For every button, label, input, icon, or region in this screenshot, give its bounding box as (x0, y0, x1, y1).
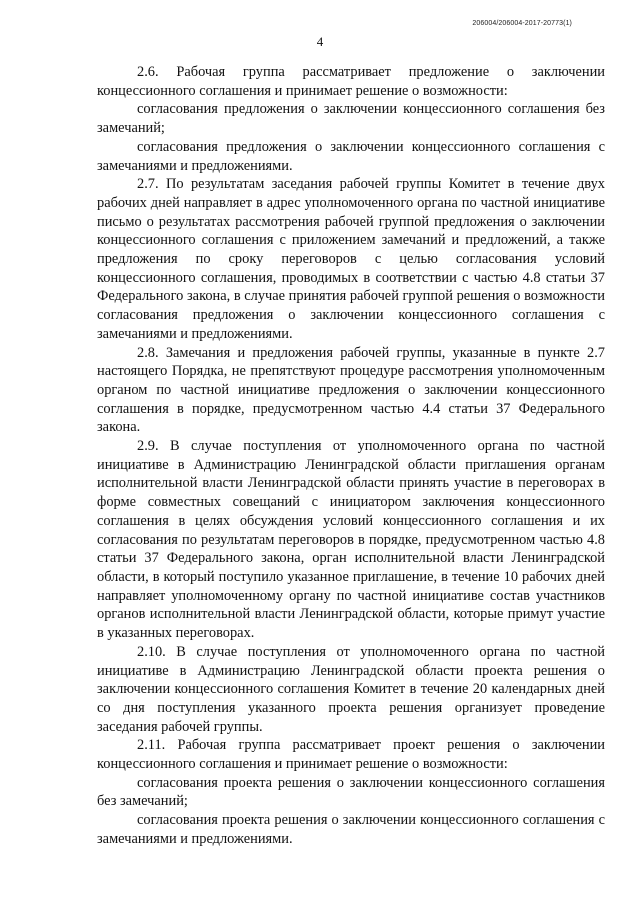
paragraph-2-8: 2.8. Замечания и предложения рабочей группы, указанные в пункте 2.7 настоящего Порядка, не препятствуют процедуре рассмотрения уполномоченным органом по частной инициативе предложения о заключении концессионного соглашения в порядке, предусмотренном частью 4.4 статьи 37 Федерального закона. (97, 344, 605, 436)
paragraph-2-9: 2.9. В случае поступления от уполномоченного органа по частной инициативе в Администрацию Ленинградской области приглашения органам исполнительной власти Ленинградской области принять участие в переговорах в форме совместных совещаний с инициатором заключения концессионного соглашения в целях обсуждения условий концессионного соглашения и их согласования по результатам переговоров в порядке, предусмотренном частью 4.8 статьи 37 Федерального закона, орган исполнительной власти Ленинградской области, в который поступило указанное приглашение, в течение 10 рабочих дней направляет уполномоченному органу по частной инициативе состав участников органов исполнительной власти Ленинградской области, которые примут участие в указанных переговорах. (97, 438, 605, 642)
paragraph-2-7: 2.7. По результатам заседания рабочей группы Комитет в течение двух рабочих дней направляет в адрес уполномоченного органа по частной инициативе письмо о результатах рассмотрения рабочей группой предложения о заключении концессионного соглашения с приложением замечаний и предложений, а также предложения по сроку переговоров с целью согласования условий концессионного соглашения, проводимых в соответствии с частью 4.8 статьи 37 Федерального закона, в случае принятия рабочей группой решения о возможности согласования предложения о заключении концессионного соглашения с замечаниями и предложениями. (97, 176, 605, 342)
page-number: 4 (316, 34, 324, 49)
paragraph-2-11-option-2: согласования проекта решения о заключении концессионного соглашения с замечаниями и предложениями. (97, 812, 605, 847)
paragraph-2-11: 2.11. Рабочая группа рассматривает проект решения о заключении концессионного соглашения и принимает решение о возможности: (97, 737, 605, 773)
document-registration-stamp: 206004/206004-2017-20773(1) (472, 20, 572, 27)
document-body (97, 63, 605, 849)
paragraph-2-6-option-1: согласования предложения о заключении концессионного соглашения без замечаний; (97, 101, 605, 137)
paragraph-2-6-option-2: согласования предложения о заключении концессионного соглашения с замечаниями и предложениями. (97, 138, 605, 174)
paragraph-2-10: 2.10. В случае поступления от уполномоченного органа по частной инициативе в Администрацию Ленинградской области проекта решения о заключении концессионного соглашения Комитет в течение 20 календарных дней со дня поступления указанного проекта решения организует проведение заседания рабочей группы. (97, 643, 605, 735)
paragraph-2-6: 2.6. Рабочая группа рассматривает предложение о заключении концессионного соглашения и принимает решение о возможности: (97, 64, 605, 99)
paragraph-2-11-option-1: согласования проекта решения о заключении концессионного соглашения без замечаний; (97, 774, 605, 810)
